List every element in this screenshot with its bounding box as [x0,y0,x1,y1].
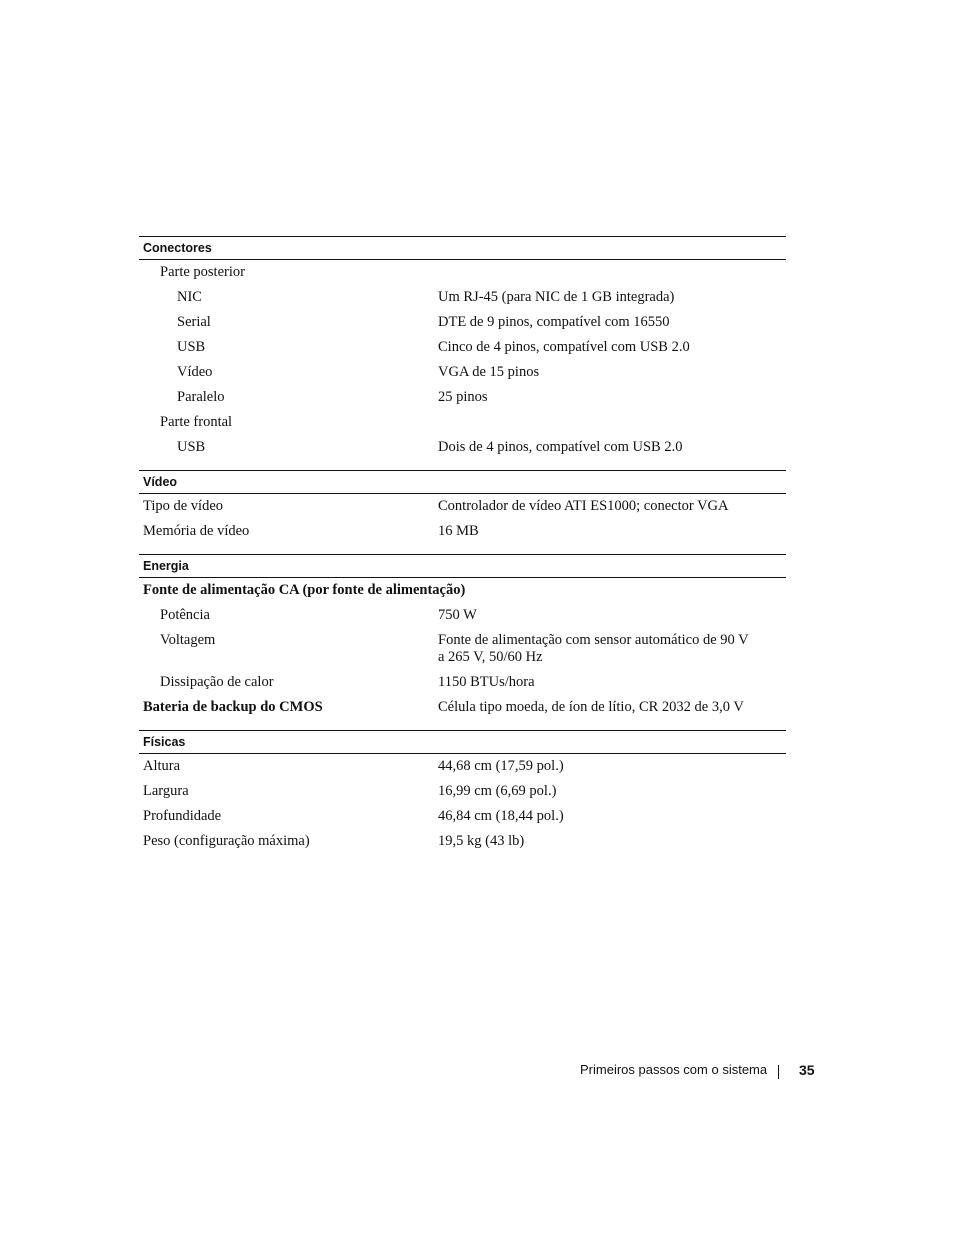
spec-label: USB [177,439,206,455]
spec-value: Fonte de alimentação com sensor automático de 90 V a 265 V, 50/60 Hz [438,632,749,665]
section-heading: Conectores [139,236,786,260]
spec-value: Célula tipo moeda, de íon de lítio, CR 2032 de 3,0 V [438,699,744,715]
spec-row [139,603,786,628]
section-heading: Energia [139,554,786,578]
spec-value: Controlador de vídeo ATI ES1000; conector VGA [438,498,729,514]
spec-subheading [139,410,786,435]
spec-row [139,695,786,720]
spec-value: DTE de 9 pinos, compatível com 16550 [438,314,670,330]
section-conectores [139,236,786,470]
spec-value: 25 pinos [438,389,488,405]
section-video [139,470,786,554]
spec-row [139,779,786,804]
spec-row [139,519,786,544]
spec-row [139,494,786,519]
spec-table [139,236,786,854]
spec-label: Parte frontal [160,414,233,430]
section-heading: Vídeo [139,470,786,494]
spec-value: 19,5 kg (43 lb) [438,833,525,849]
spec-label: Peso (configuração máxima) [143,833,310,849]
spec-label: USB [177,339,206,355]
spec-value: 750 W [438,607,477,623]
spec-row [139,335,786,360]
section-gap [139,460,786,470]
section-gap [139,720,786,730]
spec-label: Voltagem [160,632,216,648]
page-number: 35 [799,1062,815,1078]
spec-label: NIC [177,289,202,305]
spec-value: 46,84 cm (18,44 pol.) [438,808,564,824]
spec-value: Cinco de 4 pinos, compatível com USB 2.0 [438,339,690,355]
section-fisicas [139,730,786,854]
spec-value: Dois de 4 pinos, compatível com USB 2.0 [438,439,683,455]
spec-row [139,435,786,460]
spec-label: Vídeo [177,364,213,380]
spec-label: Serial [177,314,211,330]
footer-divider [778,1065,779,1079]
spec-value: Um RJ-45 (para NIC de 1 GB integrada) [438,289,675,305]
spec-label: Tipo de vídeo [143,498,224,514]
spec-subheading [139,260,786,285]
spec-row [139,829,786,854]
spec-label: Bateria de backup do CMOS [143,699,323,715]
spec-row [139,754,786,779]
spec-row [139,385,786,410]
spec-value: 16 MB [438,523,479,539]
spec-row [139,310,786,335]
spec-value: 16,99 cm (6,69 pol.) [438,783,557,799]
spec-label: Profundidade [143,808,222,824]
section-heading: Físicas [139,730,786,754]
footer-title: Primeiros passos com o sistema [580,1062,768,1077]
spec-subheading [139,578,786,603]
spec-row [139,804,786,829]
section-energia [139,554,786,730]
spec-label: Fonte de alimentação CA (por fonte de alimentação) [143,582,466,598]
spec-value: 44,68 cm (17,59 pol.) [438,758,564,774]
spec-value: VGA de 15 pinos [438,364,540,380]
spec-value: 1150 BTUs/hora [438,674,535,690]
spec-label: Memória de vídeo [143,523,250,539]
spec-label: Dissipação de calor [160,674,274,690]
spec-label: Largura [143,783,189,799]
spec-row [139,285,786,310]
spec-row [139,628,786,670]
page-footer [580,1062,815,1078]
spec-label: Paralelo [177,389,225,405]
spec-row [139,360,786,385]
section-gap [139,544,786,554]
spec-row [139,670,786,695]
spec-label: Potência [160,607,210,623]
spec-label: Parte posterior [160,264,245,280]
spec-label: Altura [143,758,181,774]
